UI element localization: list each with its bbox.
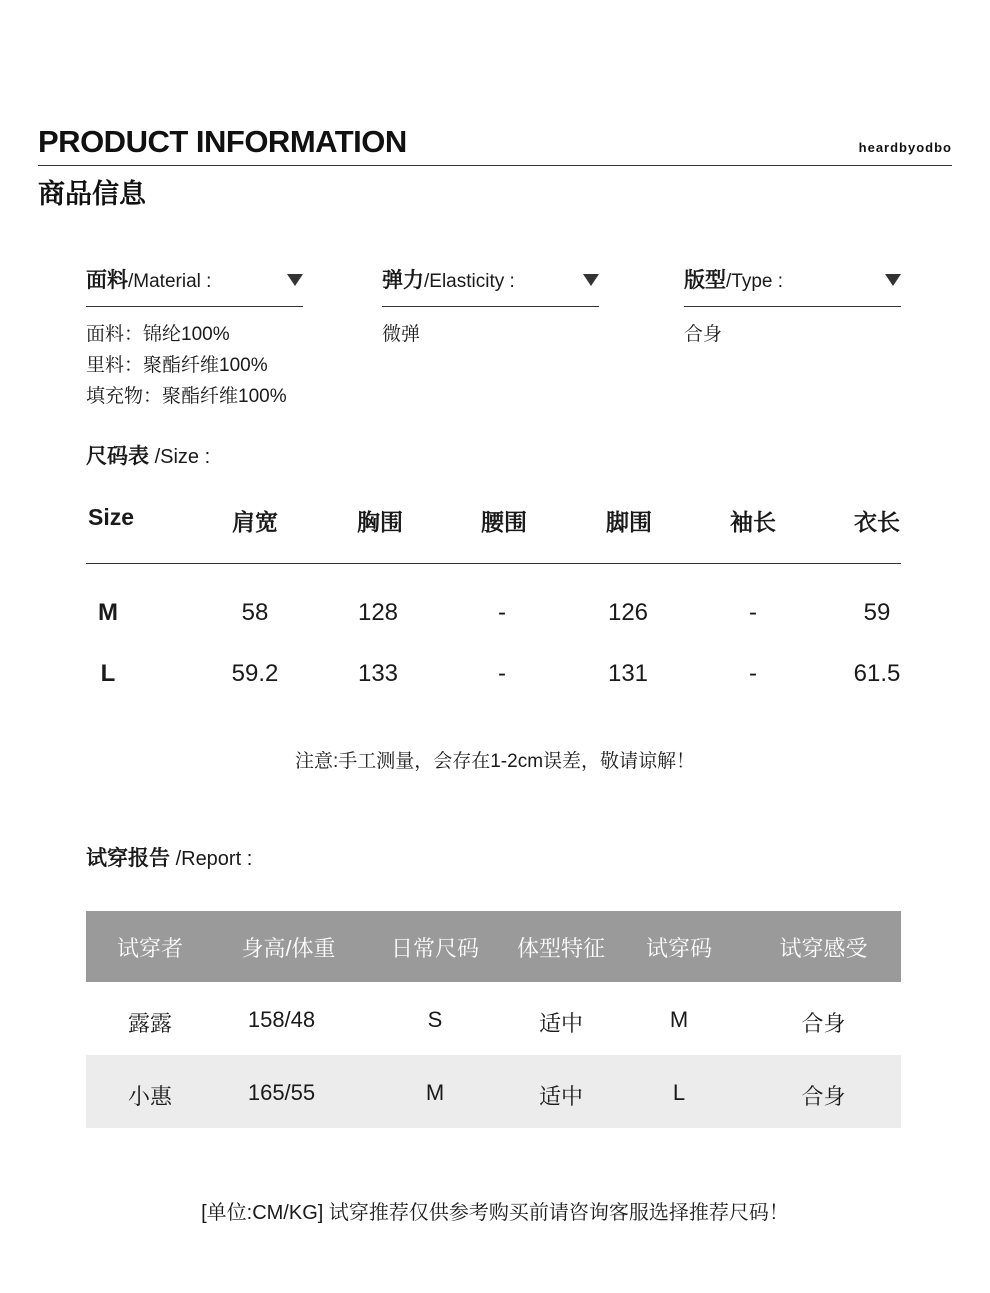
brand-logo: heardbyodbo <box>858 140 952 155</box>
size-cell: 59.2 <box>231 660 279 687</box>
attribute-value: 合身 <box>684 324 723 345</box>
measurement-note: 注意:手工测量，会存在1-2cm误差，敬请谅解！ <box>294 751 696 772</box>
size-header-cell: 脚围 <box>606 509 652 535</box>
report-cell: L <box>672 1080 686 1105</box>
attribute-value: 面料：锦纶100% <box>86 324 230 345</box>
attribute-label-cn: 弹力 <box>382 269 424 292</box>
report-cell: 165/55 <box>247 1080 316 1105</box>
report-header-cell: 身高/体重 <box>241 936 336 961</box>
size-cell: 126 <box>607 599 649 626</box>
report-cell: M <box>425 1080 445 1105</box>
size-header-cell: 衣长 <box>854 509 900 535</box>
report-cell: 合身 <box>801 1084 846 1109</box>
attribute-material <box>86 262 303 412</box>
report-cell: 露露 <box>127 1011 172 1036</box>
report-table-row <box>86 1055 901 1128</box>
report-header-cell: 试穿感受 <box>779 936 868 961</box>
report-header-cell: 日常尺码 <box>390 936 479 961</box>
size-table-header <box>86 496 901 564</box>
report-header-cell: 试穿码 <box>645 936 712 961</box>
size-table-row <box>86 599 901 660</box>
size-cell: - <box>749 599 757 626</box>
attribute-label-en: /Type : <box>726 271 784 292</box>
report-cell: 适中 <box>538 1084 583 1109</box>
attribute-elasticity <box>382 262 599 350</box>
size-cell: - <box>498 599 506 626</box>
attribute-type <box>684 262 901 350</box>
size-cell: 59 <box>863 599 891 626</box>
size-header-cell: 腰围 <box>481 509 527 535</box>
size-cell: - <box>498 660 506 687</box>
report-header-cell: 试穿者 <box>116 936 183 961</box>
report-cell: S <box>427 1007 443 1032</box>
size-cell: 58 <box>241 599 269 626</box>
attribute-value: 填充物：聚酯纤维100% <box>86 386 287 407</box>
size-chart-title-en: /Size : <box>154 446 211 468</box>
header-divider <box>38 165 952 166</box>
report-cell: 158/48 <box>247 1007 316 1032</box>
attribute-header <box>382 262 599 307</box>
size-table-row <box>86 660 901 721</box>
report-title-en: /Report : <box>175 848 253 870</box>
triangle-down-icon <box>583 274 599 286</box>
size-cell: 133 <box>357 660 399 687</box>
report-cell: 小惠 <box>127 1084 172 1109</box>
report-cell: 适中 <box>538 1011 583 1036</box>
attribute-label-cn: 版型 <box>684 269 726 292</box>
size-cell: 128 <box>357 599 399 626</box>
report-cell: 合身 <box>801 1011 846 1036</box>
size-header-cell: Size <box>87 504 135 530</box>
report-title <box>86 842 252 872</box>
report-header-cell: 体型特征 <box>516 936 605 961</box>
triangle-down-icon <box>885 274 901 286</box>
page-title-cn: 商品信息 <box>38 179 146 209</box>
report-title-cn: 试穿报告 <box>86 847 170 870</box>
size-cell: L <box>100 660 116 687</box>
attribute-value: 微弹 <box>382 324 421 345</box>
size-header-cell: 肩宽 <box>232 509 278 535</box>
attribute-label-en: /Material : <box>128 271 212 292</box>
report-table-header <box>86 911 901 982</box>
attribute-header <box>86 262 303 307</box>
attribute-header <box>684 262 901 307</box>
size-chart-title-cn: 尺码表 <box>86 445 149 468</box>
report-table-row <box>86 982 901 1055</box>
attribute-label-cn: 面料 <box>86 269 128 292</box>
size-header-cell: 袖长 <box>730 509 776 535</box>
size-header-cell: 胸围 <box>357 509 403 535</box>
size-table <box>86 496 901 721</box>
report-table <box>86 911 901 1128</box>
page-title-en: PRODUCT INFORMATION <box>38 124 407 159</box>
size-cell: 131 <box>607 660 649 687</box>
attribute-label-en: /Elasticity : <box>424 271 515 292</box>
size-cell: M <box>98 599 118 626</box>
footer-note: [单位:CM/KG] 试穿推荐仅供参考购买前请咨询客服选择推荐尺码！ <box>201 1202 789 1224</box>
attribute-value: 里料：聚酯纤维100% <box>86 355 268 376</box>
triangle-down-icon <box>287 274 303 286</box>
size-cell: - <box>749 660 757 687</box>
size-chart-title <box>86 440 210 470</box>
report-cell: M <box>669 1007 689 1032</box>
size-cell: 61.5 <box>853 660 901 687</box>
